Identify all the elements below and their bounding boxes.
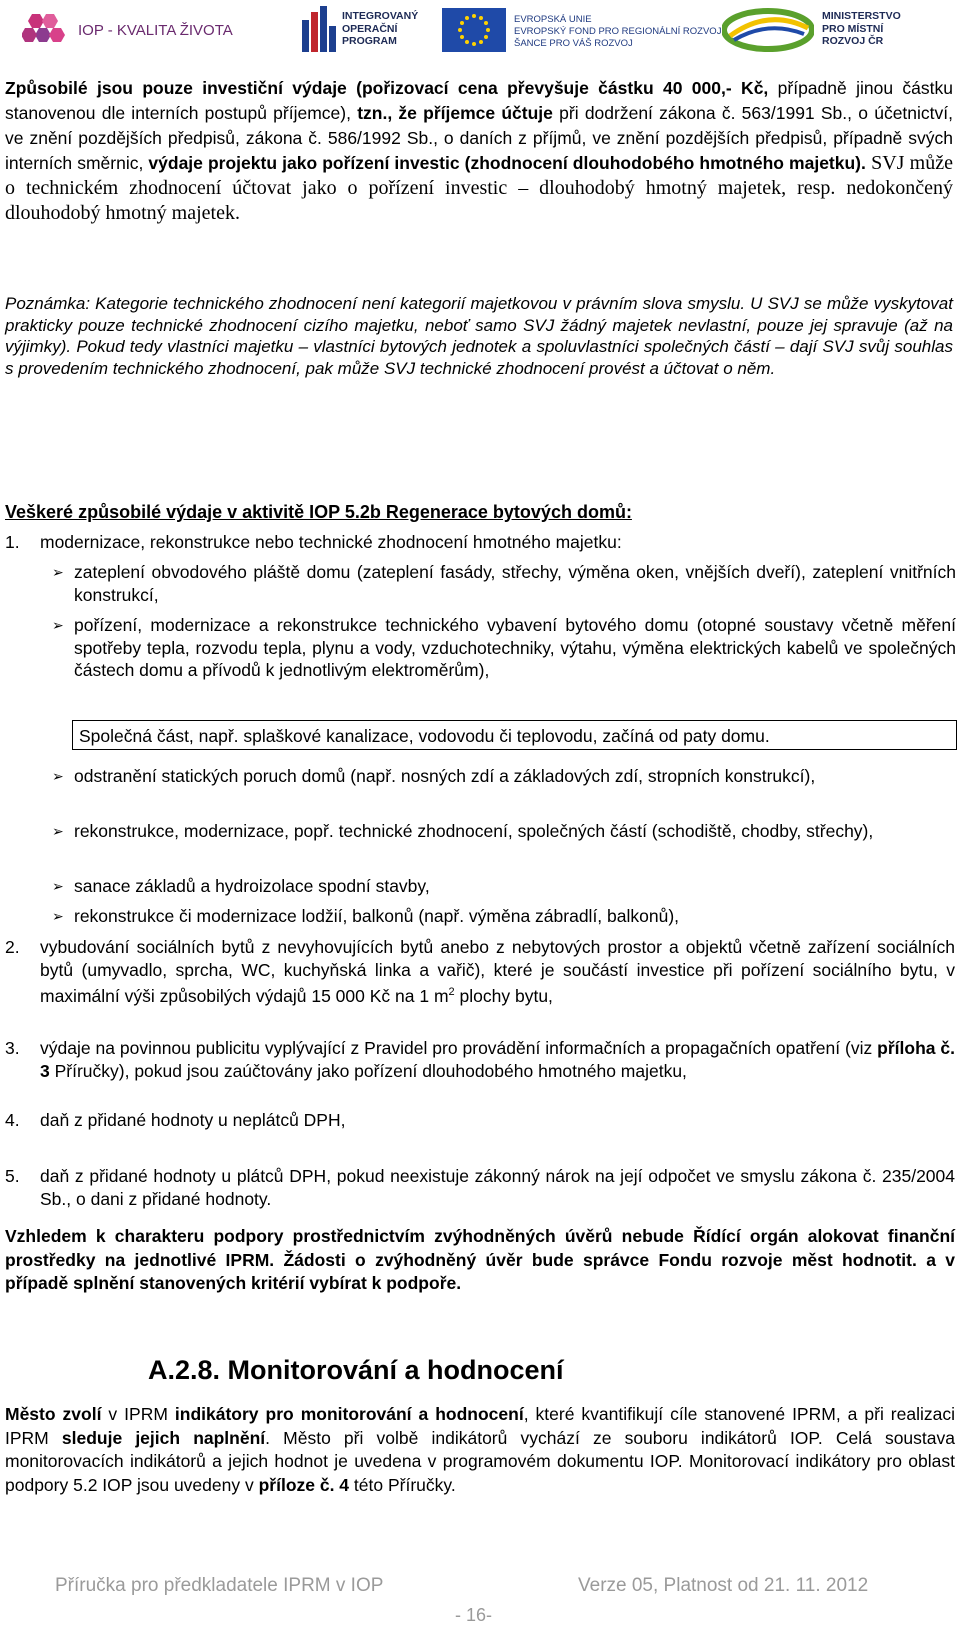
eu-text-line: ŠANCE PRO VÁŠ ROZVOJ	[514, 38, 633, 49]
monitoring-paragraph	[5, 1403, 955, 1497]
list-item-number: 1.	[5, 532, 20, 552]
list-item-number: 4.	[5, 1110, 20, 1130]
iop-program-line: PROGRAM	[342, 35, 397, 47]
list-item-number: 5.	[5, 1166, 20, 1186]
page-number: - 16-	[455, 1605, 493, 1625]
intro-bold-2: tzn., že příjemce účtuje	[357, 103, 553, 123]
bullet-arrow-icon: ➢	[52, 768, 64, 784]
chapter-title: A.2.8. Monitorování a hodnocení	[148, 1355, 564, 1385]
bullet-arrow-icon: ➢	[52, 878, 64, 894]
boxed-note: Společná část, např. splaškové kanalizace, vodovodu či teplovodu, začíná od paty domu.	[72, 720, 957, 750]
iop-program-line: INTEGROVANÝ	[342, 10, 419, 22]
monitor-bold-2: indikátory pro monitorování a hodnocení	[174, 1404, 524, 1424]
page-header	[0, 0, 960, 60]
list-item-2-text: vybudování sociálních bytů z nevyhovujících bytů anebo z nebytových prostor a objektů včetně zařízení sociálních bytů (umyvadlo, sprcha, WC, kuchyňská linka a vařič), které je součástí investice při pořízení sociálního bytu, v maximální výši způsobilých výdajů 15 000 Kč na 1 m	[40, 937, 955, 1006]
intro-serif-text: SVJ může o technickém zhodnocení účtovat jako o pořízení investic – dlouhodobý hmotný majetek, resp. nedokončený dlouhodobý hmotný majetek.	[5, 152, 953, 224]
intro-text-1: případně jinou částku stanovenou dle interních postupů příjemce),	[5, 78, 953, 123]
footer-right: Verze 05, Platnost od 21. 11. 2012	[578, 1575, 869, 1596]
iop-hexagons-icon	[22, 12, 72, 48]
eu-logo	[442, 8, 722, 54]
mmr-logo	[722, 6, 922, 56]
eu-text-line: EVROPSKÝ FOND PRO REGIONÁLNÍ ROZVOJ	[514, 26, 722, 37]
monitor-bold-4: příloze č. 4	[258, 1474, 350, 1495]
list-item-3-text-end: Příručky), pokud jsou zaúčtovány jako pořízení dlouhodobého hmotného majetku,	[49, 1060, 687, 1081]
monitor-text-2: , které kvantifikují cíle stanovené IPRM, a při realizaci IPRM	[5, 1404, 955, 1448]
ministry-line: ROZVOJ ČR	[822, 35, 884, 47]
monitor-bold-3: sleduje jejich naplnění	[61, 1427, 266, 1448]
ministry-line: MINISTERSTVO	[822, 10, 901, 22]
bullet-item: zateplení obvodového pláště domu (zateplení fasády, střechy, výměna oken, vnějších dveří), zateplení vnitřních konstrukcí,	[74, 562, 956, 605]
intro-paragraph	[5, 76, 953, 226]
list-item-3	[40, 1037, 955, 1082]
bullet-arrow-icon: ➢	[52, 617, 64, 633]
monitor-bold-1: Město zvolí	[5, 1404, 102, 1424]
bars-icon	[302, 6, 336, 52]
iop-logo	[22, 12, 233, 52]
intro-bold-3: výdaje projektu jako pořízení investic (zhodnocení dlouhodobého hmotného majetku).	[148, 153, 866, 173]
iop-program-logo	[302, 6, 432, 56]
footer-left: Příručka pro předkladatele IPRM v IOP	[55, 1575, 384, 1596]
list-item-5: daň z přidané hodnoty u plátců DPH, pokud neexistuje zákonný nárok na její odpočet ve smyslu zákona č. 235/2004 Sb., o dani z přidané hodnoty.	[40, 1166, 955, 1209]
bullet-item: sanace základů a hydroizolace spodní stavby,	[74, 876, 430, 896]
eu-flag-icon	[442, 8, 506, 52]
funding-paragraph: Vzhledem k charakteru podpory prostřednictvím zvýhodněných úvěrů nebude Řídící orgán alokovat finanční prostředky na jednotlivé IPRM. Žádosti o zvýhodněný úvěr bude správce Fondu rozvoje měst hodnotit. a v případě splnění stanovených kritérií vybírat k podpoře.	[5, 1226, 955, 1293]
list-item-3-text: výdaje na povinnou publicitu vyplývající z Pravidel pro provádění informačních a propagačních opatření (viz	[40, 1038, 878, 1058]
list-item-number: 2.	[5, 937, 20, 957]
monitor-text-4: této Příručky.	[349, 1474, 456, 1495]
bullet-item: odstranění statických poruch domů (např. nosných zdí a základových zdí, stropních konstrukcí),	[74, 766, 816, 786]
bullet-arrow-icon: ➢	[52, 908, 64, 924]
bullet-arrow-icon: ➢	[52, 564, 64, 580]
bullet-item: pořízení, modernizace a rekonstrukce technického vybavení bytového domu (otopné soustavy včetně měření spotřeby tepla, rozvodu tepla, plynu a vody, vzduchotechniky, výtahu, výměna elektrických kabelů ve společných částech domu a přívodů k jednotlivým elektroměrům),	[74, 615, 956, 680]
intro-text-2: při dodržení zákona č. 563/1991 Sb., o účetnictví, ve znění pozdějších předpisů, zákona č. 586/1992 Sb., o daních z příjmů, ve znění pozdějších předpisů, případně svých interních směrnic,	[5, 103, 954, 173]
iop-logo-text: IOP - KVALITA ŽIVOTA	[78, 22, 233, 39]
iop-program-line: OPERAČNÍ	[342, 22, 398, 35]
eu-text-line: EVROPSKÁ UNIE	[514, 14, 592, 25]
monitor-text-3: . Město při volbě indikátorů vychází ze souboru indikátorů IOP. Celá soustava monitorovacích indikátorů a jejich hodnot je uvedena v programovém dokumentu IOP. Monitorovací indikátory pro oblast podpory 5.2 IOP jsou uvedeny v	[5, 1427, 955, 1495]
ministry-line: PRO MÍSTNÍ	[822, 22, 884, 35]
note-paragraph: Poznámka: Kategorie technického zhodnocení není kategorií majetkovou v právním slova smyslu. U SVJ se může vyskytovat prakticky pouze technické zhodnocení cizího majetku, neboť samo SVJ žádný majetek nevlastní, pouze jej spravuje (až na výjimky). Pokud tedy vlastníci majetku – vlastníci bytových jednotek a spoluvlastníci společných částí – dají SVJ svůj souhlas s provedením technického zhodnocení, pak může SVJ technické zhodnocení provést a účtovat o něm.	[5, 294, 953, 378]
bullet-item: rekonstrukce, modernizace, popř. technické zhodnocení, společných částí (schodiště, chodby, střechy),	[74, 821, 874, 841]
section-heading: Veškeré způsobilé výdaje v aktivitě IOP 5.2b Regenerace bytových domů:	[5, 502, 632, 522]
list-item-2	[40, 936, 955, 1007]
bullet-arrow-icon: ➢	[52, 823, 64, 839]
intro-bold-1: Způsobilé jsou pouze investiční výdaje (pořizovací cena převyšuje částku 40 000,- Kč,	[5, 78, 769, 98]
mmr-swoosh-icon	[722, 6, 814, 52]
list-item-2-end: plochy bytu,	[459, 985, 553, 1006]
list-item-1: modernizace, rekonstrukce nebo technické zhodnocení hmotného majetku:	[40, 532, 622, 552]
list-item-3-bold: příloha č. 3	[40, 1038, 956, 1081]
list-item-4: daň z přidané hodnoty u neplátců DPH,	[40, 1110, 346, 1130]
superscript: 2	[448, 986, 455, 998]
monitor-text-1: v IPRM	[101, 1404, 175, 1424]
list-item-number: 3.	[5, 1038, 20, 1058]
bullet-item: rekonstrukce či modernizace lodžií, balkonů (např. výměna zábradlí, balkonů),	[74, 906, 680, 926]
